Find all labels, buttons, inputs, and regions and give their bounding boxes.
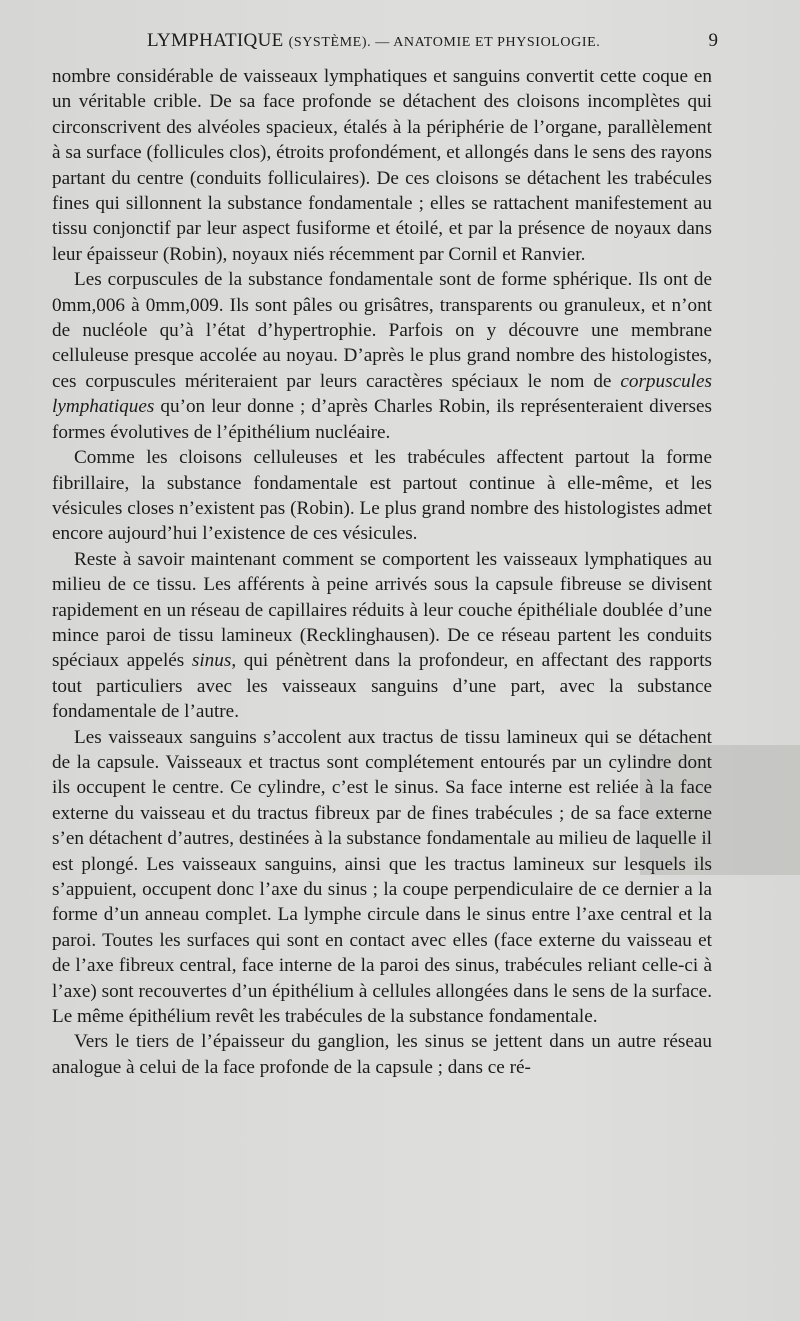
paragraph-4 bbox=[52, 547, 712, 725]
paragraph-text: qu’on leur donne ; d’après Charles Robin, ils représenteraient diverses formes évolutives de l’épithélium nucléaire. bbox=[52, 396, 712, 443]
header-title-main: LYMPHATIQUE bbox=[147, 30, 284, 51]
paragraph-6 bbox=[52, 1029, 712, 1080]
paragraph-text: Reste à savoir maintenant comment se comportent les vaisseaux lymphatiques au milieu de ce tissu. Les afférents à peine arrivés sous la capsule fibreuse se divisent rapidement en un réseau de capillaires réduits à leur couche épithéliale doublée d’une mince paroi de tissu lamineux (Recklinghausen). De ce réseau partent les conduits spéciaux appelés bbox=[52, 548, 712, 672]
paragraph-5 bbox=[52, 725, 712, 1030]
paragraph-text: Les vaisseaux sanguins s’accolent aux tractus de tissu lamineux qui se détachent de la capsule. Vaisseaux et tractus sont complétement entourés par un cylindre dont ils occupent le centre. Ce cylindre, c’est le sinus. Sa face interne est reliée à la face externe du vaisseau et du tractus fibreux par de fines trabécules ; de sa face externe s’en détachent d’autres, destinées à la substance fondamentale au milieu de laquelle il est plongé. Les vaisseaux sanguins, ainsi que les tractus lamineux sur lesquels ils s’appuient, occupent donc l’axe du sinus ; la coupe perpendiculaire de ce dernier a la forme d’un anneau complet. La lymphe circule dans le sinus entre l’axe central et la paroi. Toutes les surfaces qui sont en contact avec elles (face externe du vaisseau et de l’axe fibreux central, face interne de la paroi des sinus, trabécules reliant celle-ci à l’axe) sont recouvertes d’un épithélium à cellules allongées dans le sens de la surface. Le même épithélium revêt les trabécules de la substance fondamentale. bbox=[52, 726, 712, 1028]
paragraph-text: Comme les cloisons celluleuses et les trabécules affectent partout la forme fibrillaire, la substance fondamentale est partout continue à elle-même, et les vésicules closes n’existent pas (Robin). Le plus grand nombre des histologistes admet encore aujourd’hui l’existence de ces vésicules. bbox=[52, 447, 712, 545]
header-title-sub: (SYSTÈME). — ANATOMIE ET PHYSIOLOGIE. bbox=[288, 35, 601, 50]
paragraph-text: Les corpuscules de la substance fondamentale sont de forme sphérique. Ils ont de 0mm,006 à 0mm,009. Ils sont pâles ou grisâtres, transparents ou granuleux, et n’ont de nucléole qu’à l’état d’hypertrophie. Parfois on y découvre une membrane celluleuse presque accolée au noyau. D’après le plus grand nombre des histologistes, ces corpuscules mériteraient par leurs caractères spéciaux le nom de bbox=[52, 269, 712, 392]
header-title bbox=[147, 30, 600, 52]
paragraph-2 bbox=[52, 267, 712, 445]
italic-term: corpuscules lymphatiques bbox=[52, 370, 712, 418]
paragraph-text: nombre considérable de vaisseaux lymphatiques et sanguins convertit cette coque en un véritable crible. De sa face profonde se détachent des cloisons incomplètes qui circonscrivent des alvéoles spacieux, étalés à la périphérie de l’organe, parallèlement à sa surface (follicules clos), étroits profondément, et allongés dans le sens des rayons partant du centre (conduits folliculaires). De ces cloisons se détachent les trabécules fines qui sillonnent la substance fondamentale ; elles se rattachent manifestement au tissu conjonctif par leur aspect fusiforme et étoilé, et par la présence de noyaux dans leur épaisseur (Robin), noyaux niés récemment par Cornil et Ranvier. bbox=[52, 66, 712, 265]
paragraph-text: Vers le tiers de l’épaisseur du ganglion, les sinus se jettent dans un autre réseau analogue à celui de la face profonde de la capsule ; dans ce ré- bbox=[52, 1031, 712, 1078]
body-text bbox=[52, 64, 712, 1080]
page-number: 9 bbox=[708, 30, 718, 51]
italic-term: sinus bbox=[191, 650, 232, 672]
paragraph-text: , qui pénètrent dans la profondeur, en affectant des rapports tout particuliers avec les vaisseaux sanguins d’une part, avec la substance fondamentale de l’autre. bbox=[52, 650, 712, 723]
paragraph-1 bbox=[52, 64, 712, 267]
running-header bbox=[52, 30, 718, 56]
paragraph-3 bbox=[52, 445, 712, 547]
